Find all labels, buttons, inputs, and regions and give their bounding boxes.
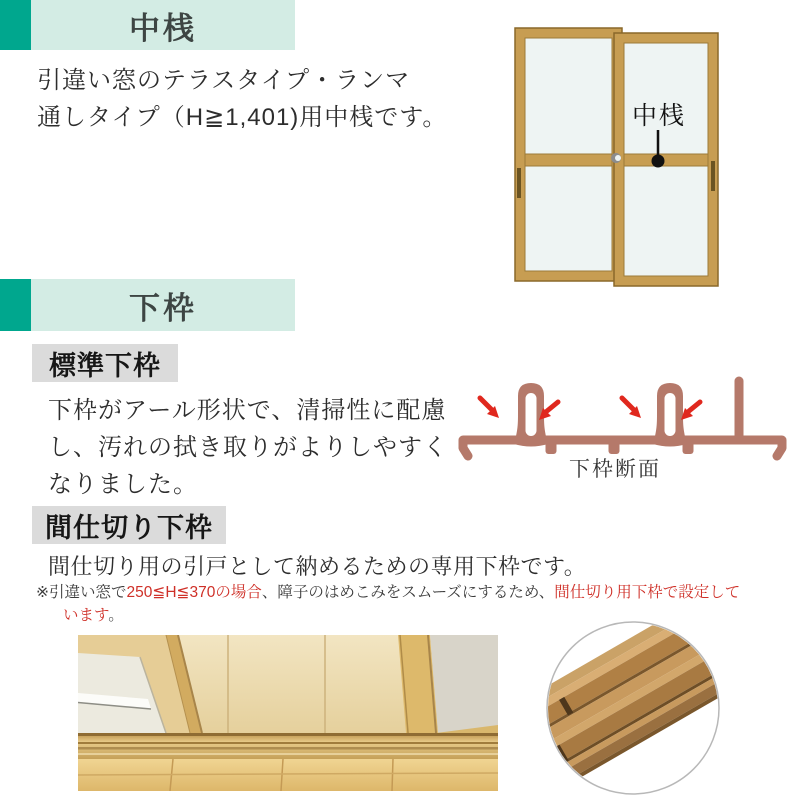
standard-description-line2: し、汚れの拭き取りがよりしやすく	[48, 434, 448, 461]
section-banner-shitawaku	[31, 279, 295, 331]
section-title-nakasan: 中桟	[129, 10, 197, 46]
standard-shitawaku-label: 標準下枠	[32, 344, 178, 382]
nakasan-description-line2: 通しタイプ（H≧1,401)用中桟です。	[37, 104, 448, 131]
partition-track-photo	[78, 635, 498, 791]
cross-section-caption: 下枠断面	[569, 458, 661, 481]
section-accent-bar-nakasan	[0, 0, 31, 50]
sliding-window-figure	[500, 8, 750, 293]
section-title-shitawaku: 下枠	[129, 290, 197, 326]
standard-description-line1: 下枠がアール形状で、清掃性に配慮	[48, 397, 447, 424]
standard-shitawaku-description	[48, 392, 448, 503]
note-text-mid: 、障子のはめこみをスムーズにするため、	[261, 584, 555, 601]
section-accent-bar-shitawaku	[0, 279, 31, 331]
note-text-red-setting: 間仕切り用下枠で設定して	[554, 584, 741, 601]
partition-shitawaku-label: 間仕切り下枠	[32, 506, 226, 544]
note-text-prefix: ※引違い窓で	[36, 584, 127, 601]
partition-track-photo-illustration	[78, 635, 498, 791]
standard-description-line3: なりました。	[48, 471, 198, 498]
note-text-red-range: 250≦H≦370の場合	[126, 584, 262, 601]
partition-profile-illustration	[543, 618, 723, 798]
midrail-figure-label: 中桟	[631, 102, 686, 130]
note-text-period: 。	[108, 606, 124, 624]
midrail-pointer-dot	[652, 155, 665, 168]
partition-shitawaku-description: 間仕切り用の引戸として納めるための専用下枠です。	[48, 554, 587, 579]
nakasan-description	[37, 62, 447, 136]
note-text-red-imasu: います	[63, 606, 109, 624]
nakasan-description-line1: 引違い窓のテラスタイプ・ランマ	[37, 67, 411, 94]
section-banner-nakasan	[31, 0, 295, 50]
cross-section-illustration	[430, 372, 800, 462]
partition-note-line1	[36, 582, 740, 605]
shitawaku-cross-section-figure	[430, 372, 800, 482]
sliding-window-illustration	[500, 8, 750, 293]
partition-profile-render	[543, 618, 723, 798]
